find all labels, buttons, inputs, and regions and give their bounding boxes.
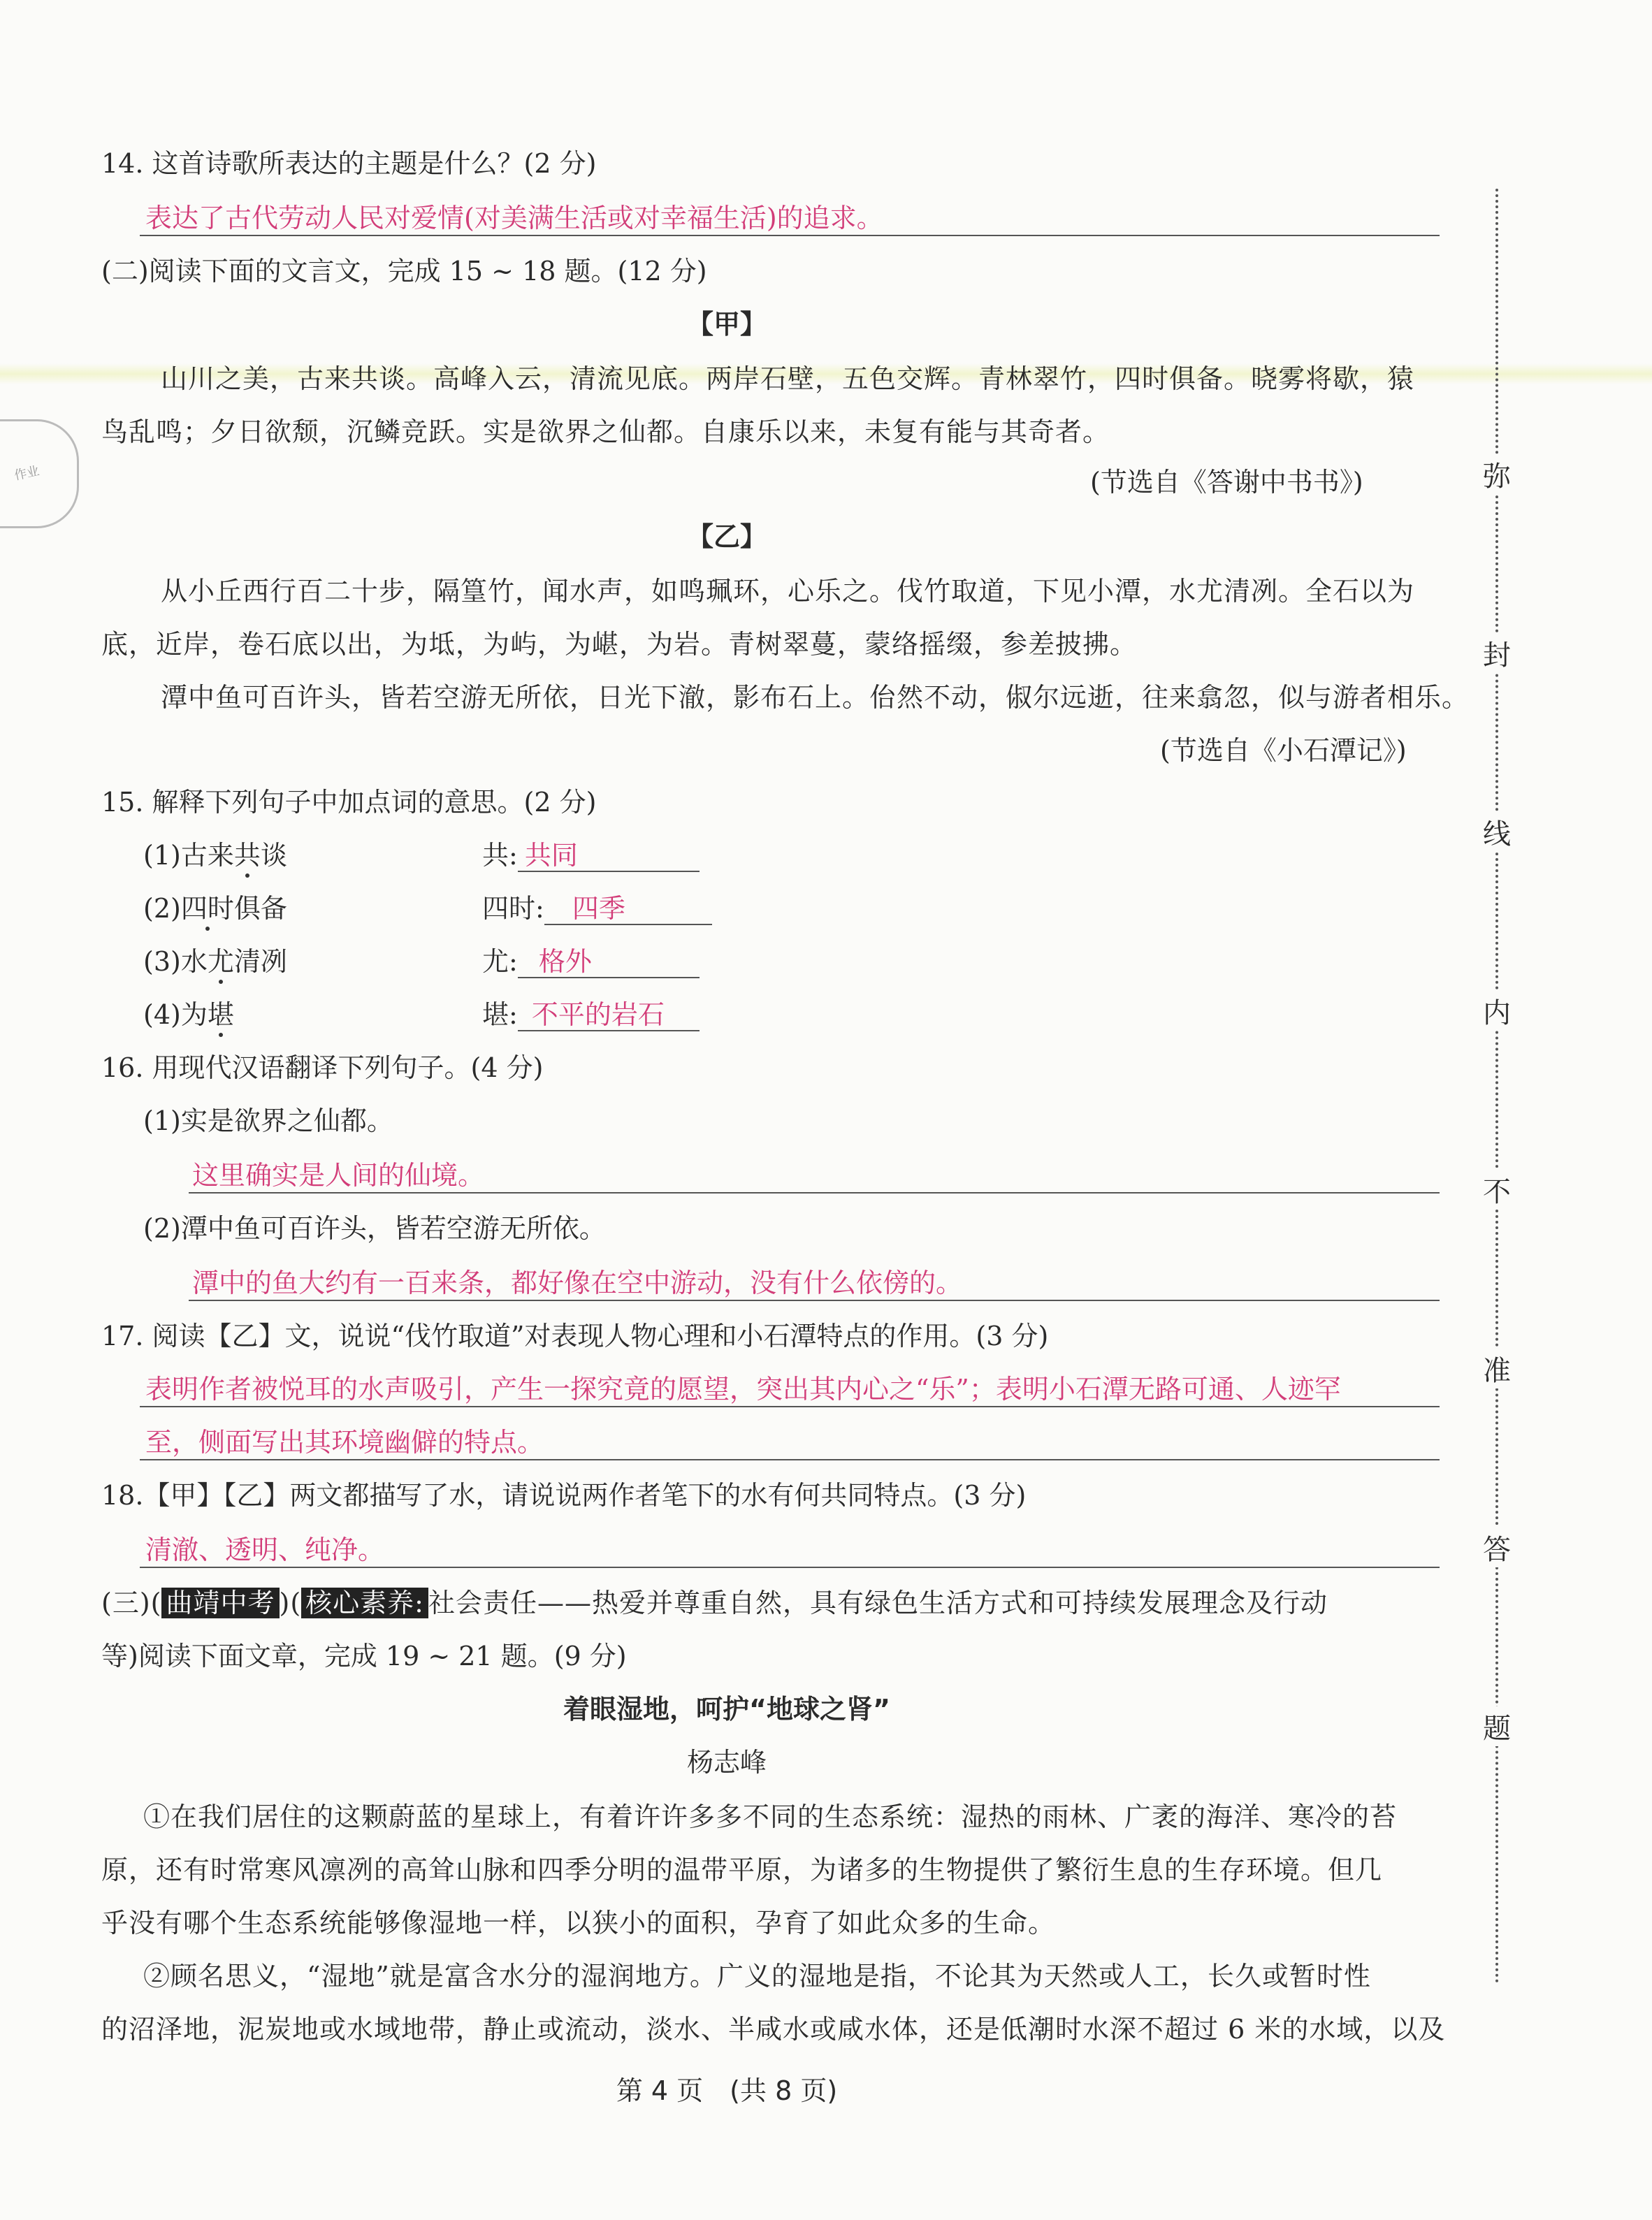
q16-sentence: (2)潭中鱼可百许头，皆若空游无所依。 <box>143 1213 606 1244</box>
seal-char: 答 <box>1480 1528 1514 1567</box>
article-line: ②顾名思义，“湿地”就是富含水分的湿润地方。广义的湿地是指，不论其为天然或人工，长久或暂时性 <box>143 1961 1371 1992</box>
answer-line <box>140 1567 1440 1568</box>
seal-char: 准 <box>1480 1349 1514 1388</box>
q15-answer: 四季 <box>544 893 712 925</box>
section3-heading: (三)( 曲靖中考 )( 核心素养: 社会责任——热爱并尊重自然，具有绿色生活方式和可持续发展理念及行动 <box>101 1588 1328 1618</box>
article-line: 乎没有哪个生态系统能够像湿地一样，以狭小的面积，孕育了如此众多的生命。 <box>101 1908 1056 1938</box>
q18-question: 18.【甲】【乙】两文都描写了水，请说说两作者笔下的水有何共同特点。(3 分) <box>101 1480 1027 1511</box>
q15-answer: 不平的岩石 <box>518 999 700 1031</box>
q16-answer: 这里确实是人间的仙境。 <box>192 1160 485 1191</box>
answer-line <box>140 1406 1440 1407</box>
article-author: 杨志峰 <box>686 1747 767 1778</box>
q16-question: 16. 用现代汉语翻译下列句子。(4 分) <box>101 1052 544 1083</box>
q15-item: (1)古来共谈 <box>143 840 287 871</box>
q15-key: 堪: 不平的岩石 <box>482 999 700 1031</box>
answer-line <box>140 235 1440 236</box>
stamp-text: 作业 <box>13 463 41 484</box>
q18-answer: 清澈、透明、纯净。 <box>145 1535 385 1565</box>
page-footer: 第 4 页 (共 8 页) <box>616 2075 838 2106</box>
section2-heading: (二)阅读下面的文言文，完成 15 ~ 18 题。(12 分) <box>101 256 707 286</box>
answer-line <box>189 1300 1440 1301</box>
yi-label: 【乙】 <box>686 521 767 552</box>
yi-line: 潭中鱼可百许头，皆若空游无所依，日光下澈，影布石上。佁然不动，俶尔远逝，往来翕忽，似与游者相乐。 <box>161 682 1470 713</box>
yi-line: 从小丘西行百二十步，隔篁竹，闻水声，如鸣珮环，心乐之。伐竹取道，下见小潭，水尤清冽。全石以为 <box>161 576 1415 607</box>
q15-item: (2)四时俱备 <box>143 893 287 924</box>
answer-line <box>189 1192 1440 1194</box>
seal-char: 不 <box>1480 1170 1514 1210</box>
tag-core: 核心素养: <box>301 1588 428 1618</box>
tag-qujing: 曲靖中考 <box>161 1588 279 1618</box>
q17-answer: 表明作者被悦耳的水声吸引，产生一探究竟的愿望，突出其内心之“乐”；表明小石潭无路可通、人迹罕 <box>145 1374 1341 1405</box>
seal-char: 题 <box>1480 1706 1514 1746</box>
q15-item: (3)水尤清冽 <box>143 946 287 977</box>
article-line: ①在我们居住的这颗蔚蓝的星球上，有着许许多多不同的生态系统：湿热的雨林、广袤的海洋、寒冷的苔 <box>143 1801 1398 1832</box>
jia-line: 山川之美，古来共谈。高峰入云，清流见底。两岸石壁，五色交辉。青林翠竹，四时俱备。晓雾将歇，猿 <box>161 363 1415 394</box>
q17-answer: 至，侧面写出其环境幽僻的特点。 <box>145 1427 544 1458</box>
q15-question: 15. 解释下列句子中加点词的意思。(2 分) <box>101 787 597 818</box>
seal-char: 封 <box>1480 633 1514 673</box>
jia-label: 【甲】 <box>686 308 767 340</box>
answer-line <box>140 1459 1440 1460</box>
yi-source: (节选自《小石潭记》) <box>1160 735 1407 766</box>
q15-key: 四时: 四季 <box>482 893 712 925</box>
jia-source: (节选自《答谢中书书》) <box>1090 467 1363 498</box>
article-line: 原，还有时常寒风凛冽的高耸山脉和四季分明的温带平原，为诸多的生物提供了繁衍生息的生存环境。但几 <box>101 1855 1383 1885</box>
q15-item: (4)为堪 <box>143 999 234 1030</box>
jia-line: 鸟乱鸣；夕日欲颓，沉鳞竞跃。实是欲界之仙都。自康乐以来，未复有能与其奇者。 <box>101 416 1110 447</box>
q15-key: 尤: 格外 <box>482 946 700 978</box>
q14-question: 14. 这首诗歌所表达的主题是什么？(2 分) <box>101 148 597 179</box>
seal-char: 弥 <box>1480 454 1514 494</box>
q15-answer: 格外 <box>518 946 700 978</box>
stamp-mark <box>0 419 79 528</box>
q15-key: 共: 共同 <box>482 840 700 872</box>
article-line: 的沼泽地，泥炭地或水域地带，静止或流动，淡水、半咸水或咸水体，还是低潮时水深不超过 6 米的水域，以及 <box>101 2014 1446 2045</box>
q16-answer: 潭中的鱼大约有一百来条，都好像在空中游动，没有什么依傍的。 <box>192 1268 963 1298</box>
seal-char: 线 <box>1480 812 1514 852</box>
q15-answer: 共同 <box>518 840 700 872</box>
q16-sentence: (1)实是欲界之仙都。 <box>143 1105 393 1136</box>
q17-question: 17. 阅读【乙】文，说说“伐竹取道”对表现人物心理和小石潭特点的作用。(3 分) <box>101 1321 1049 1351</box>
seal-char: 内 <box>1480 991 1514 1031</box>
q14-answer: 表达了古代劳动人民对爱情(对美满生活或对幸福生活)的追求。 <box>145 203 883 233</box>
section3-line: 等)阅读下面文章，完成 19 ~ 21 题。(9 分) <box>101 1641 627 1671</box>
yi-line: 底，近岸，卷石底以出，为坻，为屿，为嵁，为岩。青树翠蔓，蒙络摇缀，参差披拂。 <box>101 629 1138 660</box>
article-title: 着眼湿地，呵护“地球之肾” <box>563 1694 890 1725</box>
